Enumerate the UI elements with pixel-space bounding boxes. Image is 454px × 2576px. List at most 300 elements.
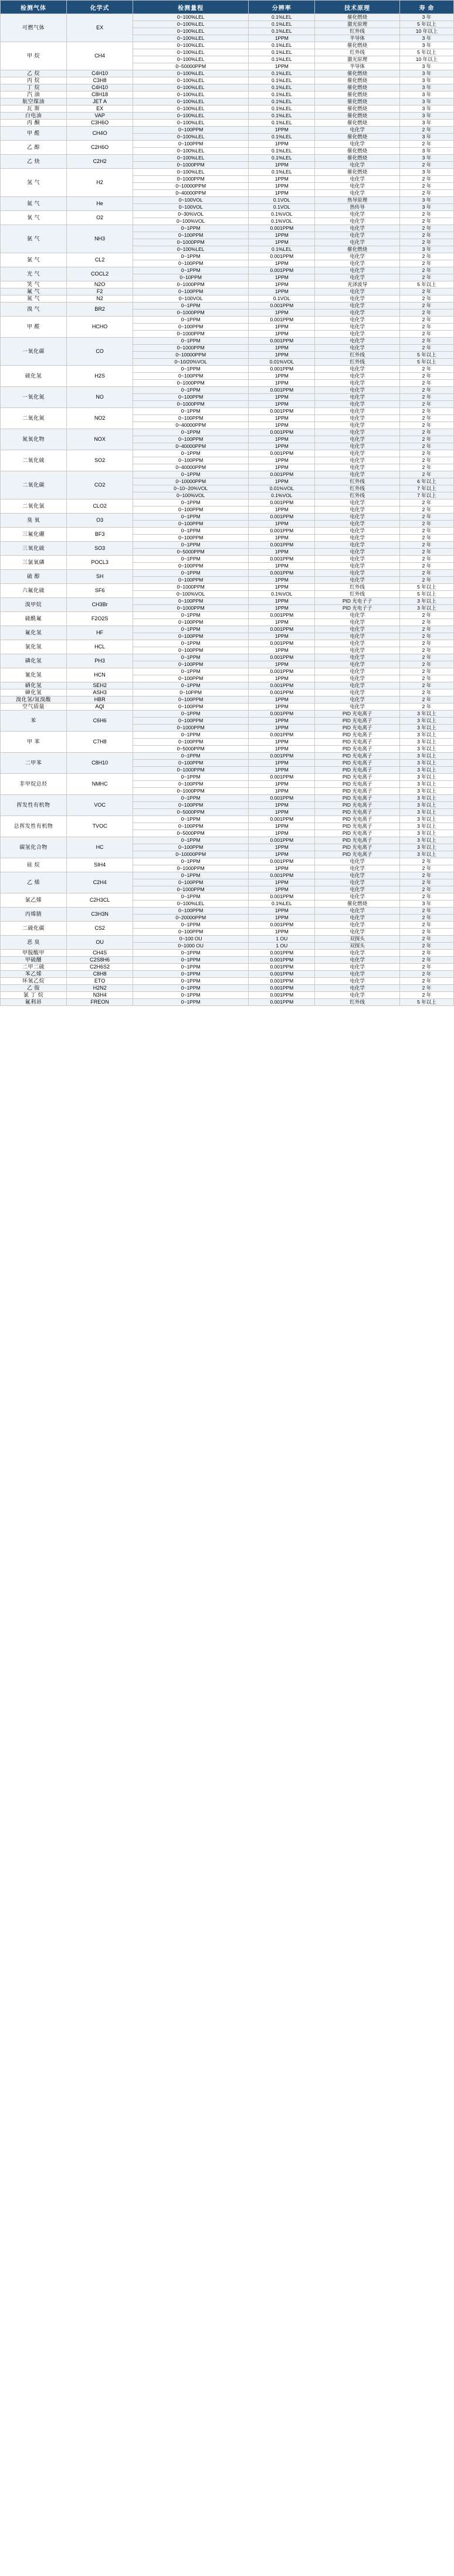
technology-cell: PID 光电离子 xyxy=(315,781,400,788)
gas-name-cell: 硫酰氟 xyxy=(1,612,67,626)
table-row xyxy=(1,281,454,288)
technology-cell: 电化学 xyxy=(315,682,400,689)
gas-formula-cell: SO2 xyxy=(67,450,133,471)
lifetime-cell: 2 年 xyxy=(399,190,453,197)
resolution-cell: 0.001PPM xyxy=(249,253,315,260)
lifetime-cell: 3 年以上 xyxy=(399,732,453,739)
resolution-cell: 0.001PPM xyxy=(249,837,315,844)
technology-cell: 红外线 xyxy=(315,485,400,492)
lifetime-cell: 2 年 xyxy=(399,295,453,303)
table-row xyxy=(1,514,454,521)
lifetime-cell: 2 年 xyxy=(399,260,453,267)
gas-name-cell: 三氟化硼 xyxy=(1,528,67,542)
technology-cell: 电化学 xyxy=(315,654,400,661)
detection-range-cell: 0~1000PPM xyxy=(133,310,249,317)
lifetime-cell: 2 年 xyxy=(399,682,453,689)
technology-cell: 电化学 xyxy=(315,886,400,893)
resolution-cell: 1PPM xyxy=(249,563,315,570)
technology-cell: 红外线 xyxy=(315,999,400,1006)
gas-formula-cell: FREON xyxy=(67,999,133,1006)
table-row xyxy=(1,120,454,127)
detection-range-cell: 0~100PPM xyxy=(133,141,249,148)
gas-name-cell: 二氧化碳 xyxy=(1,471,67,499)
resolution-cell: 1PPM xyxy=(249,345,315,352)
detection-range-cell: 0~1PPM xyxy=(133,640,249,647)
detection-range-cell: 0~10~20%VOL xyxy=(133,485,249,492)
detection-range-cell: 0~1PPM xyxy=(133,999,249,1006)
resolution-cell: 0.001PPM xyxy=(249,978,315,985)
technology-cell: 热传导 xyxy=(315,204,400,211)
detection-range-cell: 0~1000PPM xyxy=(133,584,249,591)
table-row xyxy=(1,964,454,971)
col-header-range: 检测量程 xyxy=(133,1,249,14)
gas-name-cell: 二甲苯 xyxy=(1,753,67,774)
technology-cell: 电化学 xyxy=(315,274,400,281)
lifetime-cell: 3 年以上 xyxy=(399,746,453,753)
table-row xyxy=(1,169,454,176)
lifetime-cell: 2 年 xyxy=(399,429,453,436)
gas-formula-cell: CO xyxy=(67,338,133,366)
resolution-cell: 1PPM xyxy=(249,127,315,134)
lifetime-cell: 3 年以上 xyxy=(399,830,453,837)
table-row xyxy=(1,303,454,310)
lifetime-cell: 3 年以上 xyxy=(399,605,453,612)
technology-cell: 红外线 xyxy=(315,359,400,366)
lifetime-cell: 3 年以上 xyxy=(399,753,453,760)
detection-range-cell: 0~10000PPM xyxy=(133,851,249,858)
detection-range-cell: 0~100PPM xyxy=(133,415,249,422)
table-row xyxy=(1,127,454,134)
resolution-cell: 1PPM xyxy=(249,436,315,443)
technology-cell: 红外线 xyxy=(315,584,400,591)
technology-cell: 电化学 xyxy=(315,985,400,992)
detection-range-cell: 0~100PPM xyxy=(133,760,249,767)
detection-range-cell: 0~1PPM xyxy=(133,668,249,675)
technology-cell: 电化学 xyxy=(315,408,400,415)
lifetime-cell: 2 年 xyxy=(399,612,453,619)
resolution-cell: 0.001PPM xyxy=(249,689,315,696)
gas-name-cell: 环氧乙烷 xyxy=(1,978,67,985)
resolution-cell: 1PPM xyxy=(249,718,315,725)
gas-name-cell: 砷化氢 xyxy=(1,689,67,696)
technology-cell: 电化学 xyxy=(315,535,400,542)
detection-range-cell: 0~100%LEL xyxy=(133,113,249,120)
detection-range-cell: 0~1PPM xyxy=(133,471,249,478)
gas-name-cell: 二硫化碳 xyxy=(1,922,67,936)
gas-name-cell: 乙 醇 xyxy=(1,141,67,155)
gas-name-cell: 氨 气 xyxy=(1,225,67,253)
gas-formula-cell: H2S xyxy=(67,366,133,387)
lifetime-cell: 2 年 xyxy=(399,556,453,563)
detection-range-cell: 0~40000PPM xyxy=(133,422,249,429)
table-row xyxy=(1,499,454,507)
detection-range-cell: 0~100PPM xyxy=(133,739,249,746)
resolution-cell: 0.1VOL xyxy=(249,295,315,303)
gas-formula-cell: C7H8 xyxy=(67,732,133,753)
resolution-cell: 1PPM xyxy=(249,908,315,915)
resolution-cell: 1PPM xyxy=(249,781,315,788)
resolution-cell: 0.1VOL xyxy=(249,204,315,211)
technology-cell: 电化学 xyxy=(315,563,400,570)
technology-cell: 电化学 xyxy=(315,556,400,563)
gas-formula-cell: SF6 xyxy=(67,584,133,598)
gas-name-cell: 氯 气 xyxy=(1,253,67,267)
col-header-life: 寿 命 xyxy=(399,1,453,14)
resolution-cell: 0.001PPM xyxy=(249,626,315,633)
detection-range-cell: 0~1PPM xyxy=(133,922,249,929)
lifetime-cell: 3 年以上 xyxy=(399,718,453,725)
resolution-cell: 1PPM xyxy=(249,823,315,830)
detection-range-cell: 0~1PPM xyxy=(133,429,249,436)
detection-range-cell: 0~100 OU xyxy=(133,936,249,943)
gas-name-cell: 空气质量 xyxy=(1,704,67,711)
technology-cell: 电化学 xyxy=(315,267,400,274)
technology-cell: 电化学 xyxy=(315,422,400,429)
gas-formula-cell: C4H10 xyxy=(67,70,133,77)
lifetime-cell: 2 年 xyxy=(399,893,453,900)
detection-range-cell: 0~100%LEL xyxy=(133,169,249,176)
detection-range-cell: 0~1PPM xyxy=(133,528,249,535)
resolution-cell: 0.001PPM xyxy=(249,528,315,535)
gas-formula-cell: N2O xyxy=(67,281,133,288)
detection-range-cell: 0~1PPM xyxy=(133,570,249,577)
detection-range-cell: 0~1PPM xyxy=(133,971,249,978)
technology-cell: 电化学 xyxy=(315,457,400,464)
resolution-cell: 0.001PPM xyxy=(249,317,315,324)
lifetime-cell: 2 年 xyxy=(399,274,453,281)
table-row xyxy=(1,612,454,619)
technology-cell: 电化学 xyxy=(315,317,400,324)
detection-range-cell: 0~1PPM xyxy=(133,753,249,760)
detection-range-cell: 0~100%LEL xyxy=(133,98,249,106)
detection-range-cell: 0~5000PPM xyxy=(133,809,249,816)
resolution-cell: 1PPM xyxy=(249,633,315,640)
lifetime-cell: 3 年以上 xyxy=(399,837,453,844)
lifetime-cell: 2 年 xyxy=(399,978,453,985)
lifetime-cell: 2 年 xyxy=(399,373,453,380)
table-row xyxy=(1,985,454,992)
resolution-cell: 0.1%LEL xyxy=(249,120,315,127)
gas-name-cell: 碳氢化合物 xyxy=(1,837,67,858)
lifetime-cell: 2 年 xyxy=(399,507,453,514)
table-row xyxy=(1,556,454,563)
lifetime-cell: 3 年 xyxy=(399,106,453,113)
resolution-cell: 1PPM xyxy=(249,176,315,183)
gas-formula-cell: N3H4 xyxy=(67,992,133,999)
resolution-cell: 0.1%LEL xyxy=(249,900,315,908)
technology-cell: 电化学 xyxy=(315,387,400,394)
technology-cell: 电化学 xyxy=(315,295,400,303)
lifetime-cell: 2 年 xyxy=(399,922,453,929)
table-row xyxy=(1,42,454,49)
resolution-cell: 0.001PPM xyxy=(249,408,315,415)
resolution-cell: 1PPM xyxy=(249,190,315,197)
resolution-cell: 0.001PPM xyxy=(249,992,315,999)
table-row xyxy=(1,253,454,260)
gas-name-cell: 恶 臭 xyxy=(1,936,67,950)
gas-name-cell: 乙 胺 xyxy=(1,985,67,992)
lifetime-cell: 2 年 xyxy=(399,521,453,528)
resolution-cell: 1PPM xyxy=(249,310,315,317)
resolution-cell: 1PPM xyxy=(249,760,315,767)
resolution-cell: 1PPM xyxy=(249,746,315,753)
gas-formula-cell: C2H6S2 xyxy=(67,964,133,971)
lifetime-cell: 3 年 xyxy=(399,148,453,155)
lifetime-cell: 3 年以上 xyxy=(399,802,453,809)
resolution-cell: 0.1%LEL xyxy=(249,106,315,113)
table-row xyxy=(1,936,454,943)
technology-cell: 电化学 xyxy=(315,141,400,148)
lifetime-cell: 2 年 xyxy=(399,563,453,570)
table-row xyxy=(1,689,454,696)
resolution-cell: 0.001PPM xyxy=(249,682,315,689)
lifetime-cell: 2 年 xyxy=(399,450,453,457)
detection-range-cell: 0~1000PPM xyxy=(133,767,249,774)
table-row xyxy=(1,211,454,218)
technology-cell: 电化学 xyxy=(315,865,400,872)
resolution-cell: 1PPM xyxy=(249,260,315,267)
table-row xyxy=(1,711,454,718)
lifetime-cell: 3 年以上 xyxy=(399,711,453,718)
technology-cell: 催化燃烧 xyxy=(315,42,400,49)
detection-range-cell: 0~1000PPM xyxy=(133,886,249,893)
lifetime-cell: 2 年 xyxy=(399,689,453,696)
technology-cell: 电化学 xyxy=(315,528,400,535)
technology-cell: 激光原理 xyxy=(315,21,400,28)
lifetime-cell: 2 年 xyxy=(399,239,453,246)
technology-cell: 电化学 xyxy=(315,183,400,190)
detection-range-cell: 0~100PPM xyxy=(133,781,249,788)
resolution-cell: 1PPM xyxy=(249,535,315,542)
detection-range-cell: 0~100PPM xyxy=(133,598,249,605)
table-row xyxy=(1,267,454,274)
table-row xyxy=(1,338,454,345)
gas-formula-cell: SH xyxy=(67,570,133,584)
detection-range-cell: 0~100PPM xyxy=(133,879,249,886)
table-row xyxy=(1,795,454,802)
detection-range-cell: 0~10PPM xyxy=(133,689,249,696)
detection-range-cell: 0~100PPM xyxy=(133,647,249,654)
lifetime-cell: 2 年 xyxy=(399,626,453,633)
detection-range-cell: 0~100%LEL xyxy=(133,28,249,35)
table-row xyxy=(1,872,454,879)
detection-range-cell: 0~50000PPM xyxy=(133,63,249,70)
detection-range-cell: 0~1000PPM xyxy=(133,162,249,169)
lifetime-cell: 2 年 xyxy=(399,408,453,415)
detection-range-cell: 0~1PPM xyxy=(133,253,249,260)
gas-name-cell: 氮氧化物 xyxy=(1,429,67,450)
table-row xyxy=(1,753,454,760)
technology-cell: 电化学 xyxy=(315,879,400,886)
gas-name-cell: 甲 苯 xyxy=(1,732,67,753)
technology-cell: 电化学 xyxy=(315,162,400,169)
lifetime-cell: 3 年 xyxy=(399,197,453,204)
detection-range-cell: 0~100%LEL xyxy=(133,49,249,56)
lifetime-cell: 2 年 xyxy=(399,499,453,507)
gas-formula-cell: TVOC xyxy=(67,816,133,837)
gas-name-cell: 氯 丁 烷 xyxy=(1,992,67,999)
detection-range-cell: 0~100%LEL xyxy=(133,56,249,63)
resolution-cell: 1PPM xyxy=(249,915,315,922)
technology-cell: PID 光电离子 xyxy=(315,802,400,809)
technology-cell: PID 光电离子 xyxy=(315,774,400,781)
detection-range-cell: 0~10000PPM xyxy=(133,478,249,485)
technology-cell: 电化学 xyxy=(315,514,400,521)
gas-name-cell: 氟化氢 xyxy=(1,626,67,640)
gas-formula-cell: POCL3 xyxy=(67,556,133,570)
gas-name-cell: 光 气 xyxy=(1,267,67,281)
detection-range-cell: 0~100%LEL xyxy=(133,84,249,91)
resolution-cell: 0.1%LEL xyxy=(249,148,315,155)
lifetime-cell: 2 年 xyxy=(399,943,453,950)
gas-formula-cell: VAP xyxy=(67,113,133,120)
lifetime-cell: 2 年 xyxy=(399,661,453,668)
lifetime-cell: 3 年以上 xyxy=(399,816,453,823)
resolution-cell: 1PPM xyxy=(249,521,315,528)
resolution-cell: 0.1%LEL xyxy=(249,21,315,28)
resolution-cell: 0.1%VOL xyxy=(249,211,315,218)
detection-range-cell: 0~1PPM xyxy=(133,612,249,619)
lifetime-cell: 3 年 xyxy=(399,134,453,141)
resolution-cell: 0.001PPM xyxy=(249,387,315,394)
lifetime-cell: 2 年 xyxy=(399,535,453,542)
gas-formula-cell: O2 xyxy=(67,211,133,225)
gas-formula-cell: CH4 xyxy=(67,42,133,70)
detection-range-cell: 0~1PPM xyxy=(133,556,249,563)
lifetime-cell: 2 年 xyxy=(399,858,453,865)
resolution-cell: 1PPM xyxy=(249,183,315,190)
detection-range-cell: 0~100PPM xyxy=(133,563,249,570)
gas-formula-cell: NO xyxy=(67,387,133,408)
resolution-cell: 1PPM xyxy=(249,549,315,556)
detection-range-cell: 0~1PPM xyxy=(133,992,249,999)
technology-cell: 电化学 xyxy=(315,239,400,246)
technology-cell: PID 光电离子 xyxy=(315,823,400,830)
resolution-cell: 0.1%VOL xyxy=(249,218,315,225)
lifetime-cell: 3 年以上 xyxy=(399,809,453,816)
detection-range-cell: 0~100%LEL xyxy=(133,120,249,127)
lifetime-cell: 2 年 xyxy=(399,647,453,654)
resolution-cell: 0.001PPM xyxy=(249,893,315,900)
detection-range-cell: 0~1PPM xyxy=(133,858,249,865)
table-row xyxy=(1,598,454,605)
detection-range-cell: 0~1PPM xyxy=(133,950,249,957)
table-row xyxy=(1,84,454,91)
gas-formula-cell: CH4S xyxy=(67,950,133,957)
gas-formula-cell: JET A xyxy=(67,98,133,106)
lifetime-cell: 2 年 xyxy=(399,401,453,408)
technology-cell: 催化燃烧 xyxy=(315,169,400,176)
col-header-resolution: 分辨率 xyxy=(249,1,315,14)
resolution-cell: 1PPM xyxy=(249,141,315,148)
resolution-cell: 1PPM xyxy=(249,443,315,450)
gas-name-cell: 溴甲烷 xyxy=(1,598,67,612)
gas-formula-cell: O3 xyxy=(67,514,133,528)
lifetime-cell: 2 年 xyxy=(399,127,453,134)
resolution-cell: 0.1VOL xyxy=(249,197,315,204)
technology-cell: 电化学 xyxy=(315,310,400,317)
table-row xyxy=(1,408,454,415)
detection-range-cell: 0~100%VOL xyxy=(133,492,249,499)
table-row xyxy=(1,366,454,373)
detection-range-cell: 0~5000PPM xyxy=(133,746,249,753)
detection-range-cell: 0~1PPM xyxy=(133,893,249,900)
lifetime-cell: 3 年以上 xyxy=(399,725,453,732)
detection-range-cell: 0~100%LEL xyxy=(133,35,249,42)
resolution-cell: 0.001PPM xyxy=(249,612,315,619)
resolution-cell: 0.001PPM xyxy=(249,971,315,978)
gas-formula-cell: N2 xyxy=(67,295,133,303)
detection-range-cell: 0~100VOL xyxy=(133,204,249,211)
gas-name-cell: 乙 炔 xyxy=(1,155,67,169)
technology-cell: 催化燃烧 xyxy=(315,246,400,253)
technology-cell: 电化学 xyxy=(315,471,400,478)
technology-cell: 光泽波导 xyxy=(315,281,400,288)
resolution-cell: 0.1%LEL xyxy=(249,91,315,98)
gas-formula-cell: HC xyxy=(67,837,133,858)
gas-formula-cell: C8H18 xyxy=(67,91,133,98)
table-row xyxy=(1,106,454,113)
lifetime-cell: 3 年以上 xyxy=(399,788,453,795)
table-row xyxy=(1,640,454,647)
resolution-cell: 0.1%LEL xyxy=(249,134,315,141)
lifetime-cell: 5 年以上 xyxy=(399,584,453,591)
resolution-cell: 1PPM xyxy=(249,324,315,331)
resolution-cell: 0.001PPM xyxy=(249,985,315,992)
detection-range-cell: 0~1PPM xyxy=(133,338,249,345)
lifetime-cell: 2 年 xyxy=(399,457,453,464)
technology-cell: 电化学 xyxy=(315,971,400,978)
gas-name-cell: 乙 烯 xyxy=(1,872,67,893)
technology-cell: 电化学 xyxy=(315,929,400,936)
lifetime-cell: 5 年以上 xyxy=(399,359,453,366)
table-row xyxy=(1,113,454,120)
table-row xyxy=(1,957,454,964)
lifetime-cell: 3 年 xyxy=(399,169,453,176)
gas-name-cell: 丙烯腈 xyxy=(1,908,67,922)
resolution-cell: 0.1%LEL xyxy=(249,42,315,49)
technology-cell: PID 光电离子 xyxy=(315,816,400,823)
gas-spec-table xyxy=(0,0,454,1006)
detection-range-cell: 0~100PPM xyxy=(133,373,249,380)
lifetime-cell: 5 年以上 xyxy=(399,591,453,598)
resolution-cell: 1PPM xyxy=(249,675,315,682)
technology-cell: 电化学 xyxy=(315,507,400,514)
technology-cell: 电化学 xyxy=(315,232,400,239)
gas-formula-cell: SO3 xyxy=(67,542,133,556)
lifetime-cell: 2 年 xyxy=(399,211,453,218)
technology-cell: 电化学 xyxy=(315,619,400,626)
detection-range-cell: 0~100PPM xyxy=(133,718,249,725)
lifetime-cell: 3 年 xyxy=(399,113,453,120)
detection-range-cell: 0~100PPM xyxy=(133,288,249,295)
resolution-cell: 0.1%LEL xyxy=(249,84,315,91)
gas-name-cell: 三氧化硫 xyxy=(1,542,67,556)
resolution-cell: 1PPM xyxy=(249,162,315,169)
table-row xyxy=(1,387,454,394)
table-row xyxy=(1,197,454,204)
resolution-cell: 0.001PPM xyxy=(249,429,315,436)
detection-range-cell: 0~100%LEL xyxy=(133,148,249,155)
detection-range-cell: 0~100%LEL xyxy=(133,155,249,162)
lifetime-cell: 3 年以上 xyxy=(399,767,453,774)
gas-name-cell: 苯乙烯 xyxy=(1,971,67,978)
resolution-cell: 0.001PPM xyxy=(249,303,315,310)
technology-cell: PID 光电离子 xyxy=(315,788,400,795)
resolution-cell: 0.001PPM xyxy=(249,640,315,647)
technology-cell: 电化学 xyxy=(315,176,400,183)
resolution-cell: 0.001PPM xyxy=(249,514,315,521)
